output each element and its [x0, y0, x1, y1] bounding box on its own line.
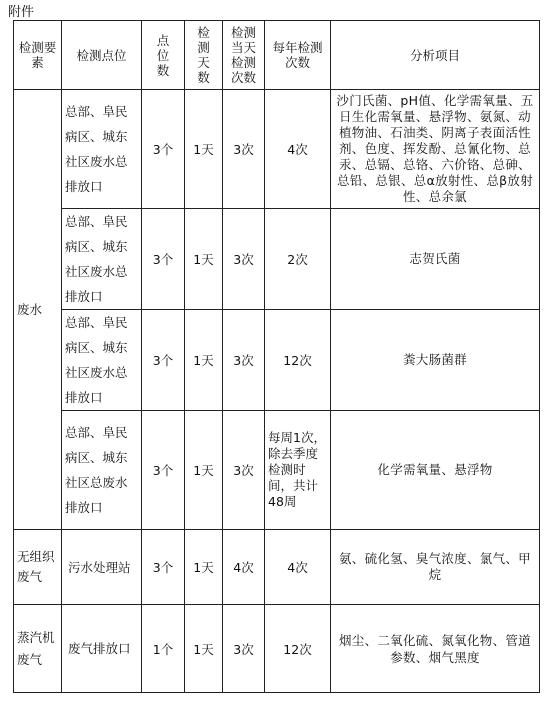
table-row: [14, 530, 540, 605]
analysis-items: 粪大肠菌群: [331, 310, 540, 411]
attachment-title: 附件: [8, 5, 35, 20]
point-count: 3个: [142, 411, 185, 530]
monitoring-point: 总部、阜民病区、城东社区废水总排放口: [62, 90, 142, 209]
days: 1天: [185, 411, 223, 530]
annual-times: 4次: [265, 530, 331, 605]
table-row: [14, 310, 540, 411]
monitoring-point: 废气排放口: [62, 605, 142, 693]
header-point-count: 点位数: [142, 21, 185, 90]
table-row: [14, 209, 540, 310]
analysis-items: 化学需氧量、悬浮物: [331, 411, 540, 530]
analysis-items: 志贺氏菌: [331, 209, 540, 310]
category-fugitive-gas: 无组织废气: [14, 530, 62, 605]
header-element: 检测要素: [14, 21, 62, 90]
header-annual-times: 每年检测次数: [265, 21, 331, 90]
monitoring-point: 总部、阜民病区、城东社区废水总排放口: [62, 209, 142, 310]
daily-times: 3次: [223, 209, 265, 310]
monitoring-point: 污水处理站: [62, 530, 142, 605]
days: 1天: [185, 310, 223, 411]
annual-times: 4次: [265, 90, 331, 209]
header-analysis-items: 分析项目: [331, 21, 540, 90]
header-days: 检测天数: [185, 21, 223, 90]
daily-times: 4次: [223, 530, 265, 605]
analysis-items: 烟尘、二氧化硫、氮氧化物、管道参数、烟气黑度: [331, 605, 540, 693]
monitoring-point: 总部、阜民病区、城东社区废水总排放口: [62, 310, 142, 411]
monitoring-point: 总部、阜民病区、城东社区总废水排放口: [62, 411, 142, 530]
annual-times: 每周1次，除去季度检测时间，共计48周: [265, 411, 331, 530]
days: 1天: [185, 605, 223, 693]
point-count: 3个: [142, 310, 185, 411]
annual-times: 2次: [265, 209, 331, 310]
header-point: 检测点位: [62, 21, 142, 90]
point-count: 3个: [142, 90, 185, 209]
annual-times: 12次: [265, 605, 331, 693]
annual-times: 12次: [265, 310, 331, 411]
header-daily-times: 检测当天检测次数: [223, 21, 265, 90]
daily-times: 3次: [223, 90, 265, 209]
point-count: 1个: [142, 605, 185, 693]
table-row: [14, 90, 540, 209]
point-count: 3个: [142, 530, 185, 605]
header-row: [14, 21, 540, 90]
monitoring-table: [13, 20, 540, 693]
daily-times: 3次: [223, 605, 265, 693]
daily-times: 3次: [223, 411, 265, 530]
table-row: [14, 605, 540, 693]
daily-times: 3次: [223, 310, 265, 411]
days: 1天: [185, 209, 223, 310]
days: 1天: [185, 530, 223, 605]
analysis-items: 沙门氏菌、pH值、化学需氧量、五日生化需氧量、悬浮物、氨氮、动植物油、石油类、阴离子表面活性剂、色度、挥发酚、总氰化物、总汞、总镉、总铬、六价铬、总砷、总铅、总银、总α放射性、总β放射性、总余氯: [331, 90, 540, 209]
category-steam-engine-gas: 蒸汽机废气: [14, 605, 62, 693]
table-row: [14, 411, 540, 530]
point-count: 3个: [142, 209, 185, 310]
days: 1天: [185, 90, 223, 209]
category-wastewater: 废水: [14, 90, 62, 530]
analysis-items: 氨、硫化氢、臭气浓度、氯气、甲烷: [331, 530, 540, 605]
